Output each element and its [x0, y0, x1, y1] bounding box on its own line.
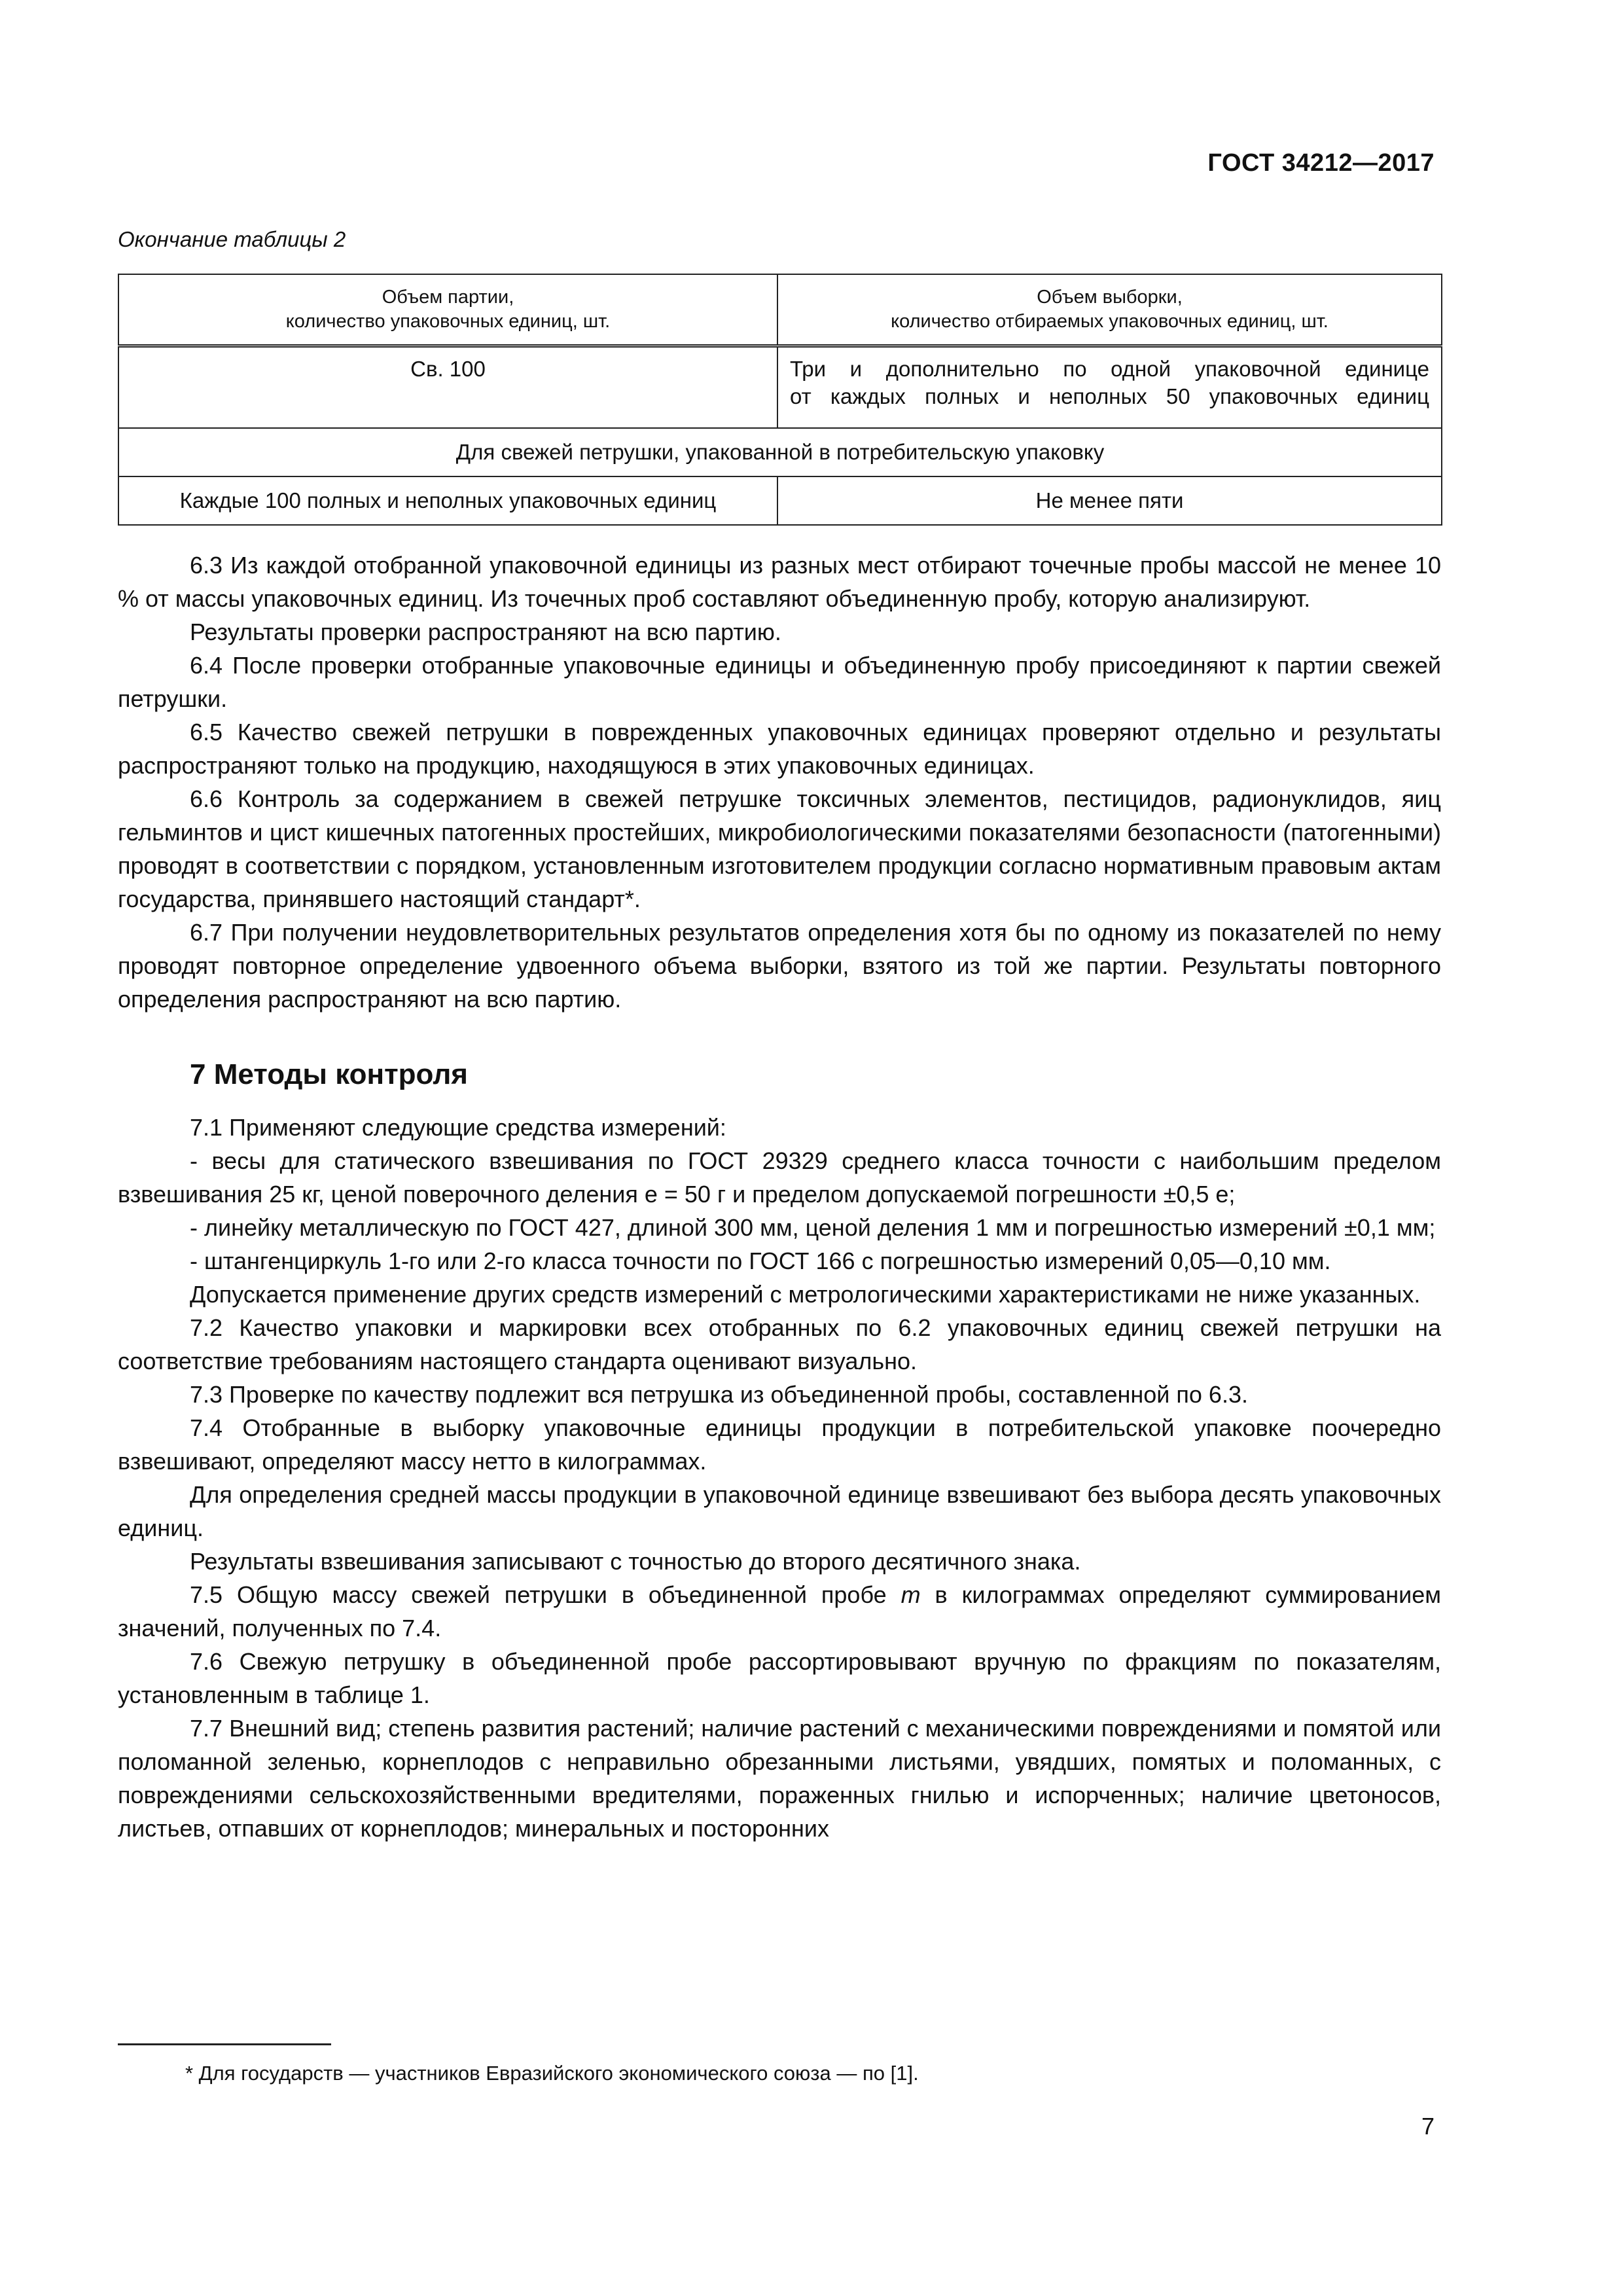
table-row: [118, 428, 1442, 476]
table-header-cell-lot: [118, 274, 777, 346]
paragraph-7-3: 7.3 Проверке по качеству подлежит вся петрушка из объединенной пробы, составленной по 6.3.: [190, 1381, 1248, 1408]
text-run: в килограммах определяют суммированием значений, полученных по 7.4.: [118, 1581, 1441, 1641]
table-cell: Не менее пяти: [777, 476, 1442, 525]
paragraph-6-4: 6.4 После проверки отобранные упаковочные единицы и объединенную пробу присоединяют к партии свежей петрушки.: [118, 652, 1441, 712]
paragraph-7-1: 7.1 Применяют следующие средства измерений:: [190, 1114, 726, 1141]
paragraph-7-2: 7.2 Качество упаковки и маркировки всех отобранных по 6.2 упаковочных единиц свежей петрушки на соответствие требованиям настоящего стандарта оценивают визуально.: [118, 1314, 1441, 1374]
table-cell: Каждые 100 полных и неполных упаковочных единиц: [118, 476, 777, 525]
table-span-cell: Для свежей петрушки, упакованной в потребительскую упаковку: [118, 428, 1442, 476]
document-code: ГОСТ 34212—2017: [1207, 149, 1435, 177]
cell-line: Три и дополнительно по одной упаковочной единице: [790, 357, 1429, 381]
cell-line: от каждых полных и неполных 50 упаковочных единиц: [790, 384, 1429, 408]
header-lot-line2: количество упаковочных единиц, шт.: [285, 311, 611, 332]
table-header-cell-sample: [777, 274, 1442, 346]
paragraph-6-3-result: Результаты проверки распространяют на всю партию.: [190, 619, 781, 645]
paragraph-7-5: [118, 1578, 1441, 1645]
paragraph-7-6: 7.6 Свежую петрушку в объединенной пробе рассортировывают вручную по фракциям по показателям, установленным в таблице 1.: [118, 1648, 1441, 1708]
table-row: [118, 346, 1442, 429]
footnote-divider: [118, 2043, 331, 2045]
text-run: 7.5 Общую массу свежей петрушки в объединенной пробе: [190, 1581, 901, 1608]
paragraph-6-5: 6.5 Качество свежей петрушки в поврежденных упаковочных единицах проверяют отдельно и результаты распространяют только на продукцию, находящуюся в этих упаковочных единицах.: [118, 719, 1441, 779]
table-row: [118, 476, 1442, 525]
paragraph-7-4: 7.4 Отобранные в выборку упаковочные единицы продукции в потребительской упаковке поочередно взвешивают, определяют массу нетто в килограммах.: [118, 1414, 1441, 1475]
table-cell: Св. 100: [118, 346, 777, 429]
list-item: - штангенциркуль 1-го или 2-го класса точности по ГОСТ 166 с погрешностью измерений 0,05—0,10 мм.: [190, 1247, 1331, 1274]
footnote: * Для государств — участников Евразийского экономического союза — по [1].: [185, 2062, 919, 2085]
header-sample-line1: Объем выборки,: [1037, 287, 1183, 308]
paragraph-7-7: 7.7 Внешний вид; степень развития растений; наличие растений с механическими повреждениями и помятой или поломанной зеленью, корнеплодов с неправильно обрезанными листьями, увядших, помятых и поломанных, с повреждениями сельскохозяйственными вредителями, пораженных гнилью и испорченных; наличие цветоносов, листьев, отпавших от корнеплодов; минеральных и посторонних: [118, 1715, 1441, 1842]
paragraph-6-6: 6.6 Контроль за содержанием в свежей петрушке токсичных элементов, пестицидов, радионуклидов, яиц гельминтов и цист кишечных патогенных простейших, микробиологическими показателями безопасности (патогенными) проводят в соответствии с порядком, установленным изготовителем продукции согласно нормативным правовым актам государства, принявшего настоящий стандарт*.: [118, 785, 1441, 912]
paragraph-7-4-precision: Результаты взвешивания записывают с точностью до второго десятичного знака.: [190, 1548, 1081, 1575]
paragraph-7-1-note: Допускается применение других средств измерений с метрологическими характеристиками не ниже указанных.: [190, 1281, 1421, 1308]
header-sample-line2: количество отбираемых упаковочных единиц, шт.: [891, 311, 1329, 332]
section-7-heading: 7 Методы контроля: [190, 1058, 468, 1090]
paragraph-6-3: 6.3 Из каждой отобранной упаковочной единицы из разных мест отбирают точечные пробы массой не менее 10 % от массы упаковочных единиц. Из точечных проб составляют объединенную пробу, которую анализируют.: [118, 552, 1441, 612]
body-text: [118, 548, 1441, 1845]
paragraph-6-7: 6.7 При получении неудовлетворительных результатов определения хотя бы по одному из показателей по нему проводят повторное определение удвоенного объема выборки, взятого из той же партии. Результаты повторного определения распространяют на всю партию.: [118, 919, 1441, 1013]
table-caption: Окончание таблицы 2: [118, 227, 346, 251]
header-lot-line1: Объем партии,: [382, 287, 514, 308]
table-header-row: [118, 274, 1442, 346]
list-item: - весы для статического взвешивания по ГОСТ 29329 среднего класса точности с наибольшим пределом взвешивания 25 кг, ценой поверочного деления е = 50 г и пределом допускаемой погрешности ±0,5 е;: [118, 1147, 1441, 1208]
variable-m: m: [901, 1581, 921, 1608]
list-item: - линейку металлическую по ГОСТ 427, длиной 300 мм, ценой деления 1 мм и погрешностью измерений ±0,1 мм;: [190, 1214, 1436, 1241]
paragraph-7-4-average: Для определения средней массы продукции в упаковочной единице взвешивают без выбора десять упаковочных единиц.: [118, 1481, 1441, 1541]
table-2: [118, 274, 1442, 526]
page-number: 7: [1421, 2113, 1435, 2140]
table-cell: [777, 346, 1442, 429]
